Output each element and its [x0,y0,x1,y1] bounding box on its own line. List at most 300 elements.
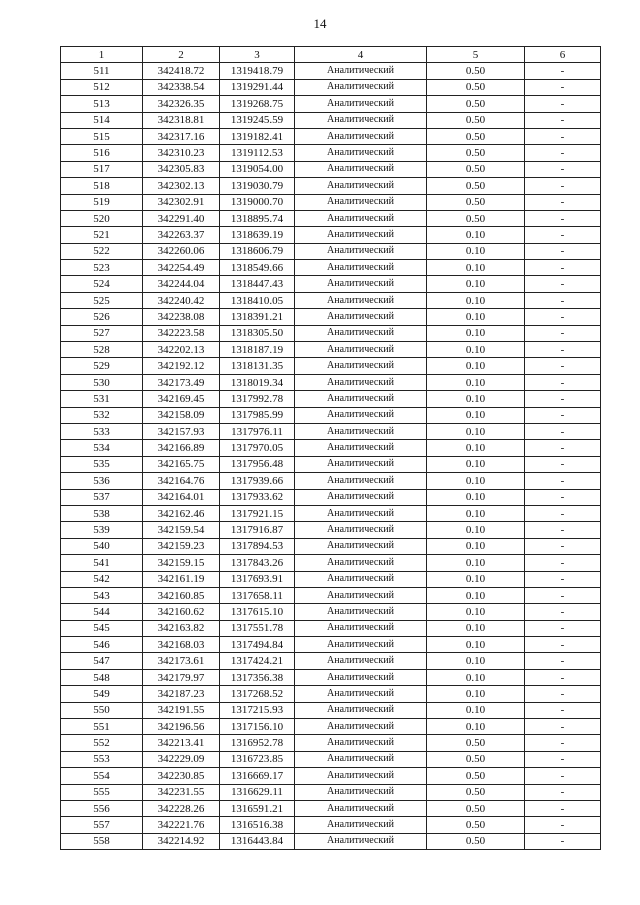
note-cell: - [525,96,601,112]
point-number-cell: 550 [61,702,143,718]
coord-y-cell: 1317268.52 [220,686,295,702]
point-number-cell: 546 [61,637,143,653]
method-cell: Аналитический [295,407,427,423]
table-row [61,79,601,95]
coord-y-cell: 1316629.11 [220,784,295,800]
note-cell: - [525,702,601,718]
note-cell: - [525,178,601,194]
coord-y-cell: 1318410.05 [220,292,295,308]
table-row [61,669,601,685]
note-cell: - [525,260,601,276]
accuracy-cell: 0.10 [427,489,525,505]
note-cell: - [525,719,601,735]
accuracy-cell: 0.50 [427,79,525,95]
point-number-cell: 554 [61,768,143,784]
point-number-cell: 540 [61,538,143,554]
point-number-cell: 552 [61,735,143,751]
table-row [61,194,601,210]
coord-x-cell: 342317.16 [143,128,220,144]
coord-x-cell: 342202.13 [143,342,220,358]
coord-x-cell: 342240.42 [143,292,220,308]
coord-x-cell: 342229.09 [143,751,220,767]
note-cell: - [525,669,601,685]
method-cell: Аналитический [295,653,427,669]
coord-x-cell: 342260.06 [143,243,220,259]
method-cell: Аналитический [295,292,427,308]
method-cell: Аналитический [295,784,427,800]
note-cell: - [525,407,601,423]
coord-x-cell: 342158.09 [143,407,220,423]
point-number-cell: 533 [61,423,143,439]
point-number-cell: 535 [61,456,143,472]
method-cell: Аналитический [295,227,427,243]
point-number-cell: 530 [61,374,143,390]
coord-y-cell: 1317939.66 [220,473,295,489]
coord-x-cell: 342231.55 [143,784,220,800]
coord-y-cell: 1317156.10 [220,719,295,735]
note-cell: - [525,456,601,472]
method-cell: Аналитический [295,374,427,390]
table-row [61,391,601,407]
point-number-cell: 520 [61,210,143,226]
method-cell: Аналитический [295,620,427,636]
note-cell: - [525,751,601,767]
table-row [61,342,601,358]
table-row [61,702,601,718]
point-number-cell: 534 [61,440,143,456]
note-cell: - [525,112,601,128]
point-number-cell: 529 [61,358,143,374]
coord-x-cell: 342161.19 [143,571,220,587]
note-cell: - [525,538,601,554]
note-cell: - [525,128,601,144]
table-row [61,325,601,341]
column-header-6: 6 [525,47,601,63]
accuracy-cell: 0.50 [427,817,525,833]
table-row [61,489,601,505]
method-cell: Аналитический [295,79,427,95]
table-row [61,719,601,735]
accuracy-cell: 0.10 [427,423,525,439]
method-cell: Аналитический [295,423,427,439]
accuracy-cell: 0.10 [427,555,525,571]
note-cell: - [525,555,601,571]
coord-x-cell: 342159.15 [143,555,220,571]
method-cell: Аналитический [295,325,427,341]
accuracy-cell: 0.50 [427,833,525,849]
point-number-cell: 549 [61,686,143,702]
coord-y-cell: 1317916.87 [220,522,295,538]
table-row [61,522,601,538]
coord-y-cell: 1317551.78 [220,620,295,636]
coord-y-cell: 1317933.62 [220,489,295,505]
coord-x-cell: 342164.01 [143,489,220,505]
accuracy-cell: 0.10 [427,719,525,735]
table-row [61,358,601,374]
coord-y-cell: 1318549.66 [220,260,295,276]
coord-x-cell: 342162.46 [143,505,220,521]
point-number-cell: 545 [61,620,143,636]
accuracy-cell: 0.50 [427,210,525,226]
coord-x-cell: 342238.08 [143,309,220,325]
method-cell: Аналитический [295,210,427,226]
point-number-cell: 558 [61,833,143,849]
accuracy-cell: 0.10 [427,669,525,685]
accuracy-cell: 0.50 [427,194,525,210]
point-number-cell: 551 [61,719,143,735]
note-cell: - [525,833,601,849]
coord-y-cell: 1317843.26 [220,555,295,571]
accuracy-cell: 0.10 [427,292,525,308]
accuracy-cell: 0.50 [427,63,525,79]
table-row [61,620,601,636]
accuracy-cell: 0.10 [427,571,525,587]
column-header-4: 4 [295,47,427,63]
table-row [61,227,601,243]
coord-y-cell: 1319245.59 [220,112,295,128]
coord-y-cell: 1317921.15 [220,505,295,521]
coord-x-cell: 342223.58 [143,325,220,341]
point-number-cell: 536 [61,473,143,489]
method-cell: Аналитический [295,358,427,374]
coord-x-cell: 342164.76 [143,473,220,489]
point-number-cell: 516 [61,145,143,161]
table-row [61,440,601,456]
point-number-cell: 512 [61,79,143,95]
note-cell: - [525,768,601,784]
point-number-cell: 542 [61,571,143,587]
table-row [61,374,601,390]
note-cell: - [525,817,601,833]
coord-x-cell: 342160.62 [143,604,220,620]
method-cell: Аналитический [295,505,427,521]
method-cell: Аналитический [295,309,427,325]
coord-x-cell: 342159.54 [143,522,220,538]
coord-x-cell: 342318.81 [143,112,220,128]
table-row [61,587,601,603]
coord-y-cell: 1317615.10 [220,604,295,620]
point-number-cell: 526 [61,309,143,325]
coord-x-cell: 342230.85 [143,768,220,784]
accuracy-cell: 0.10 [427,538,525,554]
coord-y-cell: 1319000.70 [220,194,295,210]
table-row [61,96,601,112]
method-cell: Аналитический [295,473,427,489]
coord-x-cell: 342305.83 [143,161,220,177]
coord-y-cell: 1317693.91 [220,571,295,587]
table-row [61,128,601,144]
accuracy-cell: 0.50 [427,178,525,194]
point-number-cell: 514 [61,112,143,128]
note-cell: - [525,161,601,177]
accuracy-cell: 0.50 [427,751,525,767]
point-number-cell: 557 [61,817,143,833]
coord-y-cell: 1319291.44 [220,79,295,95]
coord-x-cell: 342214.92 [143,833,220,849]
point-number-cell: 518 [61,178,143,194]
coord-y-cell: 1317658.11 [220,587,295,603]
table-row [61,571,601,587]
point-number-cell: 532 [61,407,143,423]
coord-x-cell: 342196.56 [143,719,220,735]
method-cell: Аналитический [295,571,427,587]
point-number-cell: 544 [61,604,143,620]
accuracy-cell: 0.10 [427,243,525,259]
accuracy-cell: 0.50 [427,800,525,816]
note-cell: - [525,292,601,308]
coord-x-cell: 342165.75 [143,456,220,472]
coord-x-cell: 342263.37 [143,227,220,243]
method-cell: Аналитический [295,161,427,177]
note-cell: - [525,210,601,226]
coord-x-cell: 342338.54 [143,79,220,95]
table-row [61,243,601,259]
table-row [61,653,601,669]
method-cell: Аналитический [295,719,427,735]
method-cell: Аналитический [295,440,427,456]
point-number-cell: 547 [61,653,143,669]
note-cell: - [525,342,601,358]
table-row [61,161,601,177]
method-cell: Аналитический [295,751,427,767]
table-row [61,686,601,702]
coord-y-cell: 1318639.19 [220,227,295,243]
method-cell: Аналитический [295,686,427,702]
note-cell: - [525,423,601,439]
note-cell: - [525,276,601,292]
coord-y-cell: 1318447.43 [220,276,295,292]
coord-y-cell: 1317894.53 [220,538,295,554]
table-row [61,604,601,620]
table-row [61,800,601,816]
point-number-cell: 538 [61,505,143,521]
coord-x-cell: 342179.97 [143,669,220,685]
point-number-cell: 553 [61,751,143,767]
note-cell: - [525,800,601,816]
note-cell: - [525,358,601,374]
table-body [61,63,601,850]
coord-x-cell: 342254.49 [143,260,220,276]
point-number-cell: 527 [61,325,143,341]
coord-y-cell: 1318187.19 [220,342,295,358]
accuracy-cell: 0.10 [427,440,525,456]
accuracy-cell: 0.10 [427,407,525,423]
note-cell: - [525,505,601,521]
note-cell: - [525,604,601,620]
note-cell: - [525,522,601,538]
method-cell: Аналитический [295,604,427,620]
accuracy-cell: 0.10 [427,358,525,374]
table-row [61,735,601,751]
coord-x-cell: 342169.45 [143,391,220,407]
method-cell: Аналитический [295,702,427,718]
table-row [61,423,601,439]
coord-y-cell: 1318391.21 [220,309,295,325]
point-number-cell: 531 [61,391,143,407]
accuracy-cell: 0.10 [427,587,525,603]
note-cell: - [525,309,601,325]
coord-y-cell: 1316516.38 [220,817,295,833]
coord-y-cell: 1317970.05 [220,440,295,456]
method-cell: Аналитический [295,243,427,259]
accuracy-cell: 0.10 [427,522,525,538]
note-cell: - [525,637,601,653]
method-cell: Аналитический [295,489,427,505]
accuracy-cell: 0.10 [427,702,525,718]
table-row [61,292,601,308]
coord-y-cell: 1317956.48 [220,456,295,472]
accuracy-cell: 0.10 [427,637,525,653]
accuracy-cell: 0.10 [427,309,525,325]
coord-x-cell: 342173.49 [143,374,220,390]
method-cell: Аналитический [295,735,427,751]
accuracy-cell: 0.50 [427,112,525,128]
method-cell: Аналитический [295,456,427,472]
coord-x-cell: 342326.35 [143,96,220,112]
method-cell: Аналитический [295,833,427,849]
method-cell: Аналитический [295,538,427,554]
method-cell: Аналитический [295,63,427,79]
note-cell: - [525,243,601,259]
coord-x-cell: 342221.76 [143,817,220,833]
accuracy-cell: 0.50 [427,784,525,800]
table-row [61,505,601,521]
coord-x-cell: 342166.89 [143,440,220,456]
note-cell: - [525,653,601,669]
note-cell: - [525,325,601,341]
table-row [61,768,601,784]
table-row [61,63,601,79]
point-number-cell: 515 [61,128,143,144]
coord-y-cell: 1319182.41 [220,128,295,144]
accuracy-cell: 0.10 [427,653,525,669]
accuracy-cell: 0.10 [427,604,525,620]
column-header-3: 3 [220,47,295,63]
table-row [61,784,601,800]
coord-x-cell: 342228.26 [143,800,220,816]
point-number-cell: 537 [61,489,143,505]
method-cell: Аналитический [295,800,427,816]
coord-y-cell: 1317494.84 [220,637,295,653]
accuracy-cell: 0.10 [427,620,525,636]
point-number-cell: 528 [61,342,143,358]
coord-y-cell: 1318131.35 [220,358,295,374]
table-row [61,145,601,161]
coord-y-cell: 1319418.79 [220,63,295,79]
coord-y-cell: 1318019.34 [220,374,295,390]
table-row [61,555,601,571]
table-row [61,210,601,226]
coord-y-cell: 1317424.21 [220,653,295,669]
coord-y-cell: 1316591.21 [220,800,295,816]
coord-x-cell: 342310.23 [143,145,220,161]
accuracy-cell: 0.10 [427,276,525,292]
point-number-cell: 521 [61,227,143,243]
table-row [61,817,601,833]
table-row [61,112,601,128]
method-cell: Аналитический [295,128,427,144]
coord-y-cell: 1318305.50 [220,325,295,341]
point-number-cell: 555 [61,784,143,800]
coord-x-cell: 342291.40 [143,210,220,226]
note-cell: - [525,63,601,79]
method-cell: Аналитический [295,768,427,784]
column-header-2: 2 [143,47,220,63]
point-number-cell: 522 [61,243,143,259]
method-cell: Аналитический [295,145,427,161]
point-number-cell: 525 [61,292,143,308]
coord-x-cell: 342157.93 [143,423,220,439]
table-row [61,833,601,849]
note-cell: - [525,489,601,505]
coord-y-cell: 1318606.79 [220,243,295,259]
table-row [61,637,601,653]
accuracy-cell: 0.50 [427,96,525,112]
accuracy-cell: 0.10 [427,391,525,407]
coord-y-cell: 1316443.84 [220,833,295,849]
method-cell: Аналитический [295,96,427,112]
point-number-cell: 548 [61,669,143,685]
accuracy-cell: 0.50 [427,128,525,144]
point-number-cell: 543 [61,587,143,603]
point-number-cell: 556 [61,800,143,816]
note-cell: - [525,145,601,161]
note-cell: - [525,374,601,390]
coord-x-cell: 342168.03 [143,637,220,653]
coord-y-cell: 1317985.99 [220,407,295,423]
coord-y-cell: 1316952.78 [220,735,295,751]
accuracy-cell: 0.10 [427,325,525,341]
note-cell: - [525,686,601,702]
note-cell: - [525,227,601,243]
method-cell: Аналитический [295,817,427,833]
coord-x-cell: 342302.91 [143,194,220,210]
accuracy-cell: 0.50 [427,145,525,161]
coord-x-cell: 342160.85 [143,587,220,603]
accuracy-cell: 0.50 [427,161,525,177]
coord-y-cell: 1319112.53 [220,145,295,161]
method-cell: Аналитический [295,669,427,685]
coord-y-cell: 1316723.85 [220,751,295,767]
coord-y-cell: 1319030.79 [220,178,295,194]
method-cell: Аналитический [295,342,427,358]
table-row [61,178,601,194]
method-cell: Аналитический [295,522,427,538]
coord-x-cell: 342173.61 [143,653,220,669]
accuracy-cell: 0.10 [427,374,525,390]
point-number-cell: 517 [61,161,143,177]
coord-x-cell: 342302.13 [143,178,220,194]
coordinates-table [60,46,601,850]
table-row [61,538,601,554]
table-row [61,309,601,325]
accuracy-cell: 0.10 [427,456,525,472]
point-number-cell: 523 [61,260,143,276]
coord-x-cell: 342192.12 [143,358,220,374]
method-cell: Аналитический [295,391,427,407]
table-row [61,276,601,292]
table-row [61,260,601,276]
column-header-5: 5 [427,47,525,63]
note-cell: - [525,735,601,751]
accuracy-cell: 0.10 [427,227,525,243]
note-cell: - [525,587,601,603]
note-cell: - [525,571,601,587]
point-number-cell: 511 [61,63,143,79]
note-cell: - [525,79,601,95]
coord-y-cell: 1318895.74 [220,210,295,226]
page-number: 14 [313,16,327,31]
